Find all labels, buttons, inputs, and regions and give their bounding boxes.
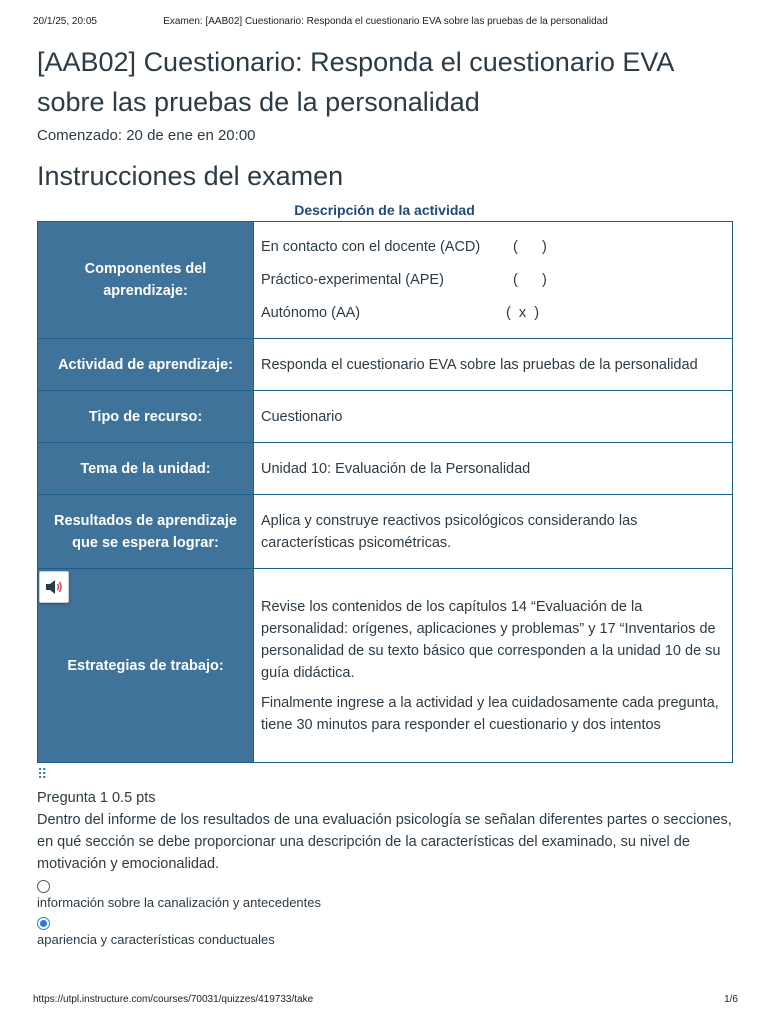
component-name: Autónomo (AA) <box>261 305 361 321</box>
activity-value: Responda el cuestionario EVA sobre las pruebas de la personalidad <box>254 339 733 391</box>
print-title: Examen: [AAB02] Cuestionario: Responda el cuestionario EVA sobre las pruebas de la personalidad <box>163 16 608 27</box>
topic-value: Unidad 10: Evaluación de la Personalidad <box>254 443 733 495</box>
answer-option[interactable] <box>37 917 737 949</box>
resource-label: Tipo de recurso: <box>38 391 254 443</box>
resource-value: Cuestionario <box>254 391 733 443</box>
activity-label: Actividad de aprendizaje: <box>38 339 254 391</box>
instructions-heading: Instrucciones del examen <box>37 161 344 191</box>
page-url: https://utpl.instructure.com/courses/70031/quizzes/419733/take <box>33 994 314 1005</box>
quiz-title: [AAB02] Cuestionario: Responda el cuestionario EVA sobre las pruebas de la personalidad <box>37 47 673 117</box>
outcomes-label: Resultados de aprendizaje que se espera lograr: <box>38 495 254 569</box>
strategies-label <box>38 569 254 763</box>
component-mark: ( ) <box>513 272 547 288</box>
component-name: Práctico-experimental (APE) <box>261 272 444 288</box>
components-value <box>254 222 733 339</box>
answer-label: apariencia y características conductuales <box>37 932 275 947</box>
print-footer <box>33 994 738 1005</box>
activity-table <box>37 221 733 763</box>
strategies-label-text: Estrategias de trabajo: <box>67 657 224 674</box>
question-1 <box>37 787 737 949</box>
radio-button[interactable] <box>37 880 50 893</box>
outcomes-value: Aplica y construye reactivos psicológicos considerando las características psicométricas. <box>254 495 733 569</box>
component-item <box>261 264 725 297</box>
question-text: Dentro del informe de los resultados de una evaluación psicología se señalan diferentes partes o secciones, en qué sección se debe proporcionar una descripción de la características del examinado, su nivel de motivación y emocionalidad. <box>37 812 732 872</box>
print-datetime: 20/1/25, 20:05 <box>33 16 97 27</box>
row-strategies <box>38 569 733 763</box>
row-outcomes <box>38 495 733 569</box>
row-topic <box>38 443 733 495</box>
quiz-content <box>37 42 737 763</box>
component-item <box>261 231 725 264</box>
answer-option[interactable] <box>37 880 737 912</box>
print-header <box>33 16 738 30</box>
drag-handle-icon[interactable]: ⠿ <box>37 766 47 782</box>
table-caption: Descripción de la actividad <box>294 202 475 218</box>
strategy-paragraph: Finalmente ingrese a la actividad y lea cuidadosamente cada pregunta, tiene 30 minutos para responder el cuestionario y dos intentos <box>261 694 719 733</box>
strategy-paragraph: Revise los contenidos de los capítulos 14 “Evaluación de la personalidad: orígenes, aplicaciones y problemas” y 17 “Inventarios de personalidad de su texto básico que corresponden a la unidad 10 de su guía didáctica. <box>261 598 721 681</box>
question-header: Pregunta 1 0.5 pts <box>37 790 156 806</box>
components-label: Componentes del aprendizaje: <box>38 222 254 339</box>
topic-label: Tema de la unidad: <box>38 443 254 495</box>
component-item <box>261 297 725 330</box>
component-name: En contacto con el docente (ACD) <box>261 239 481 255</box>
page-number: 1/6 <box>724 994 738 1005</box>
component-mark: ( x ) <box>506 305 540 321</box>
started-time: Comenzado: 20 de ene en 20:00 <box>37 127 256 144</box>
strategies-value <box>254 569 733 763</box>
row-activity <box>38 339 733 391</box>
speaker-icon[interactable] <box>39 571 69 603</box>
row-components <box>38 222 733 339</box>
row-resource <box>38 391 733 443</box>
answer-label: información sobre la canalización y antecedentes <box>37 895 322 910</box>
radio-button-selected[interactable] <box>37 917 50 930</box>
component-mark: ( ) <box>513 239 547 255</box>
